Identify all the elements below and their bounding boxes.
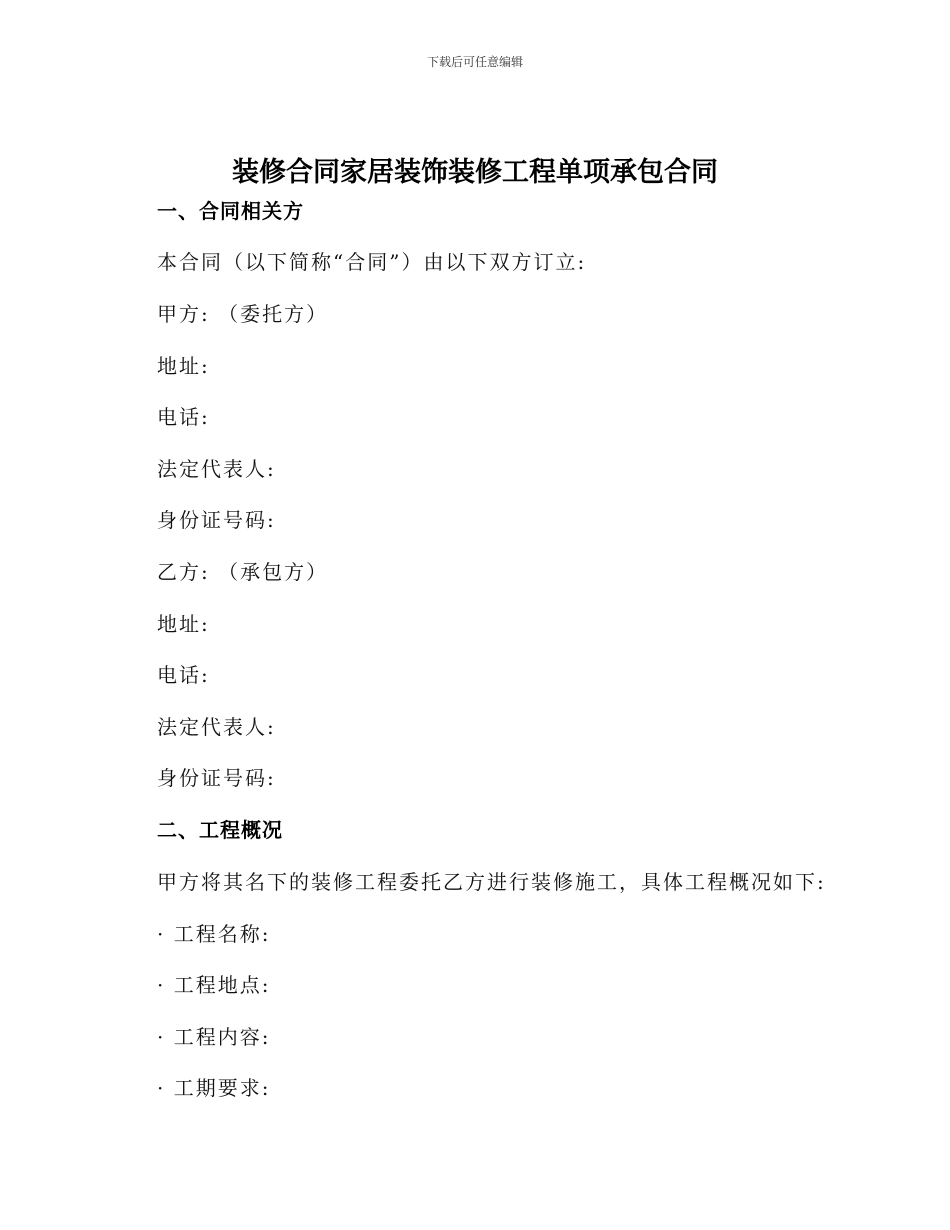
list-item: · 工程内容: xyxy=(157,1025,271,1049)
party-b-address: 地址: xyxy=(157,612,210,636)
party-a-label: 甲方: （委托方） xyxy=(157,302,329,326)
party-a-phone: 电话: xyxy=(157,405,210,429)
list-item: · 工期要求: xyxy=(157,1076,271,1100)
party-b-representative: 法定代表人: xyxy=(157,715,276,739)
party-b-id-number: 身份证号码: xyxy=(157,766,276,790)
section-heading-parties: 一、合同相关方 xyxy=(157,199,304,223)
party-b-label: 乙方: （承包方） xyxy=(157,560,329,584)
section-heading-overview: 二、工程概况 xyxy=(157,818,283,842)
contract-intro: 本合同（以下简称“合同”）由以下双方订立: xyxy=(157,250,587,274)
list-item: · 工程名称: xyxy=(157,922,271,946)
list-item: · 工程地点: xyxy=(157,973,271,997)
party-b-phone: 电话: xyxy=(157,663,210,687)
party-a-representative: 法定代表人: xyxy=(157,457,276,481)
page-header: 下载后可任意编辑 xyxy=(426,55,523,69)
party-a-id-number: 身份证号码: xyxy=(157,508,276,532)
project-overview-intro: 甲方将其名下的装修工程委托乙方进行装修施工，具体工程概况如下: xyxy=(157,870,826,894)
party-a-address: 地址: xyxy=(157,354,210,378)
document-title: 装修合同家居装饰装修工程单项承包合同 xyxy=(232,157,718,188)
